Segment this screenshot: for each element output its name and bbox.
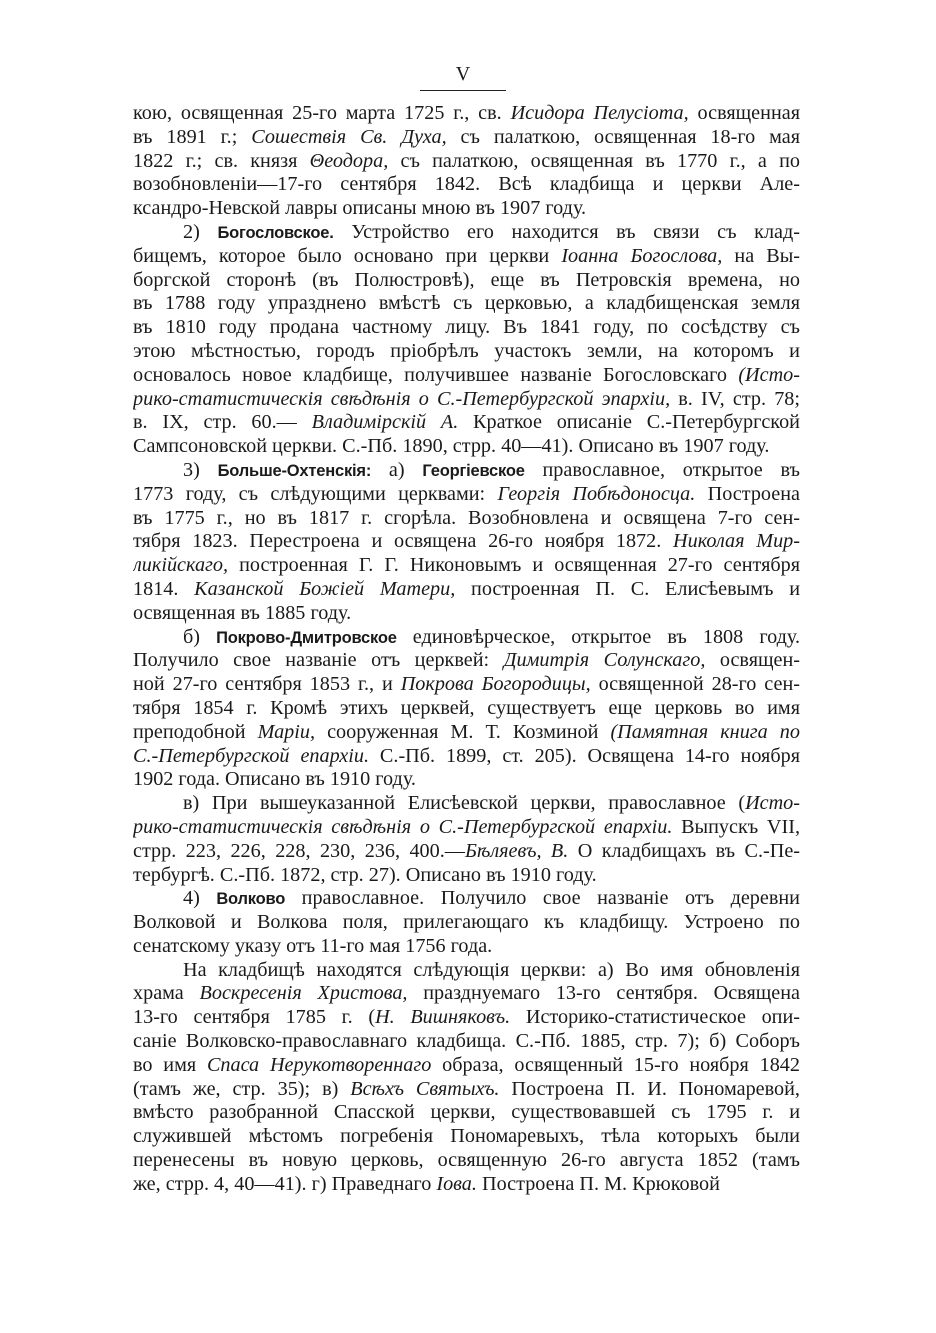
text-line [133, 602, 800, 626]
italic-text: Сошествія Св. Духа, [251, 125, 447, 148]
text-segment: во имя [133, 1053, 207, 1076]
text-line [133, 911, 800, 935]
italic-text: Бѣляевъ, В. [464, 839, 569, 862]
text-line [133, 697, 800, 721]
italic-text: Владимірскій А. [311, 411, 459, 434]
text-segment: 1902 года. Описано въ 1910 году. [133, 768, 416, 791]
italic-text: Спаса Нерукотвореннаго [206, 1053, 432, 1076]
italic-text: (Памятная книга по [610, 720, 800, 743]
italic-text: Іова. [436, 1172, 477, 1195]
text-segment: перенесены въ новую церковь, освященную 26-го августа 1852 (тамъ [133, 1149, 800, 1172]
paragraph-bogoslovskoe [133, 221, 800, 459]
text-segment: преподобной [133, 720, 258, 743]
text-line [133, 364, 800, 388]
text-segment: въ 1775 г., но въ 1817 г. сгорѣла. Возобновлена и освящена 7-го сен- [133, 506, 800, 529]
text-line [133, 673, 800, 697]
text-segment: въ 1891 г.; [133, 125, 252, 148]
text-line [133, 435, 800, 459]
text-segment: стрр. 223, 226, 228, 230, 236, 400.— [133, 839, 465, 862]
paragraph-pokrovo-dmitrovskoe [133, 626, 800, 793]
text-line [133, 1125, 800, 1149]
italic-text: Казанской Божіей Матери, [194, 577, 456, 600]
text-segment: Получило свое названіе отъ церквей: [133, 649, 504, 672]
text-segment: построенная Г. Г. Никоновымъ и освященная 27-го сентября [228, 554, 800, 577]
text-segment: ной 27-го сентября 1853 г., и [133, 673, 401, 696]
text-line [133, 269, 800, 293]
text-line [133, 745, 800, 769]
italic-text: Николая Мир- [673, 530, 800, 553]
text-line [133, 126, 800, 150]
text-segment: православное. Получило свое названіе отъ деревни [285, 887, 800, 910]
text-segment: Волковой и Волкова поля, прилегающаго къ кладбищу. Устроено по [133, 911, 800, 934]
text-line [133, 388, 800, 412]
italic-text: С.-Петербургской епархіи. [133, 744, 369, 767]
text-line [133, 1101, 800, 1125]
text-segment: служившей мѣстомъ погребенія Пономаревыхъ, тѣла которыхъ были [133, 1125, 800, 1148]
text-segment: бищемъ, которое было основано при церкви [133, 244, 562, 267]
text-segment: построенная П. С. Елисѣевымъ и [455, 577, 800, 600]
text-segment: Построена П. И. Пономаревой, [499, 1077, 800, 1100]
text-segment: этою мѣстностью, городъ пріобрѣлъ участокъ земли, на которомъ и [133, 339, 800, 362]
text-line [133, 1173, 800, 1197]
text-segment: б) [183, 625, 217, 648]
heading-term: Богословское. [217, 223, 334, 242]
text-segment: 2) [183, 220, 218, 243]
text-line [133, 102, 800, 126]
text-line [133, 292, 800, 316]
text-segment: (тамъ же, стр. 35); в) [133, 1077, 351, 1100]
text-segment: 3) [183, 458, 218, 481]
text-line [133, 1006, 800, 1030]
text-segment: храма [133, 982, 200, 1005]
text-segment: Сампсоновской церкви. С.-Пб. 1890, стрр. 40—41). Описано въ 1907 году. [133, 435, 770, 458]
text-line [133, 816, 800, 840]
text-segment: Краткое описаніе С.-Петербургской [458, 411, 800, 434]
text-segment: Устройство его находится въ связи съ клад- [333, 220, 800, 243]
heading-term: Георгіевское [422, 461, 525, 480]
text-line [133, 578, 800, 602]
italic-text: Воскресенія Христова, [199, 982, 408, 1005]
text-segment: С.-Пб. 1899, ст. 205). Освящена 14-го ноября [369, 744, 800, 767]
text-line [133, 1078, 800, 1102]
text-line [133, 459, 800, 483]
text-segment: въ 1788 году упразднено вмѣстѣ съ церковью, а кладбищенская земля [133, 292, 800, 315]
text-segment: 1773 году, съ слѣдующими церквами: [133, 482, 498, 505]
text-segment: православное, открытое въ [524, 458, 800, 481]
paragraph-volkovo [133, 887, 800, 958]
italic-text: (Исто- [738, 363, 800, 386]
text-segment: тября 1854 г. Кромѣ этихъ церквей, существуетъ еще церковь во имя [133, 696, 800, 719]
italic-text: Θеодора, [309, 149, 389, 172]
text-line [133, 792, 800, 816]
italic-text: ликійскаго, [133, 554, 229, 577]
text-line [133, 340, 800, 364]
text-segment: сенатскому указу отъ 11-го мая 1756 года. [133, 934, 493, 957]
text-segment: тября 1823. Перестроена и освящена 26-го ноября 1872. [133, 530, 674, 553]
text-segment: съ палаткою, освященная 18-го мая [446, 125, 800, 148]
text-segment: саніе Волковско-православнаго кладбища. С.-Пб. 1885, стр. 7); б) Соборъ [133, 1030, 800, 1053]
text-line [133, 887, 800, 911]
text-line [133, 1030, 800, 1054]
paragraph-bolshe-okhtenskiya [133, 459, 800, 626]
text-line [133, 530, 800, 554]
text-segment: в) При вышеуказанной Елисѣевской церкви, православное ( [183, 792, 746, 815]
text-segment: освященная въ 1885 году. [133, 601, 352, 624]
text-segment: О кладбищахъ въ С.-Пе- [568, 839, 800, 862]
text-segment: кою, освященная 25-го марта 1725 г., св. [133, 102, 511, 124]
heading-term: Волково [216, 890, 286, 909]
text-line [133, 197, 800, 221]
text-segment: в. IX, стр. 60.— [133, 411, 312, 434]
italic-text: рико-статистическія свѣдѣнія о С.-Петербургской епархіи. [133, 815, 673, 838]
text-segment: боргской сторонѣ (въ Полюстровѣ), еще въ Петровскія времена, но [133, 268, 800, 291]
italic-text: Всѣхъ Святыхъ. [350, 1077, 500, 1100]
text-segment: съ палаткою, освященная въ 1770 г., а по [388, 149, 800, 172]
text-segment: Построена П. М. Крюковой [476, 1172, 720, 1195]
text-line [133, 768, 800, 792]
italic-text: Исто- [745, 792, 800, 815]
heading-term: Покрово-Дмитровское [216, 628, 397, 647]
page-number-rule [420, 90, 506, 91]
text-line [133, 245, 800, 269]
text-segment: основалось новое кладбище, получившее названіе Богословскаго [133, 363, 739, 386]
text-segment: Выпускъ VII, [672, 815, 800, 838]
text-line [133, 483, 800, 507]
text-line [133, 864, 800, 888]
text-segment: 1814. [133, 577, 195, 600]
italic-text: Маріи, [257, 720, 316, 743]
body-text [133, 102, 800, 1197]
text-line [133, 1054, 800, 1078]
text-line [133, 935, 800, 959]
text-line [133, 173, 800, 197]
text-segment: Историко-статистическое опи- [510, 1006, 800, 1029]
text-segment: на Вы- [722, 244, 800, 267]
text-segment: освященная [688, 102, 800, 124]
paragraph-continuation [133, 102, 800, 221]
text-segment: празднуемаго 13-го сентября. Освящена [407, 982, 800, 1005]
text-line [133, 649, 800, 673]
text-line [133, 959, 800, 983]
italic-text: Іоанна Богослова, [561, 244, 723, 267]
text-line [133, 982, 800, 1006]
text-segment: ксандро-Невской лавры описаны мною въ 1907 году. [133, 197, 587, 220]
text-line [133, 221, 800, 245]
text-line [133, 626, 800, 650]
text-segment: образа, освященный 15-го ноября 1842 [431, 1053, 800, 1076]
text-line [133, 150, 800, 174]
paragraph-cerkvi [133, 959, 800, 1197]
text-segment: 13-го сентября 1785 г. ( [133, 1006, 376, 1029]
text-segment: сооруженная М. Т. Козминой [315, 720, 611, 743]
text-segment: а) [371, 458, 423, 481]
text-line [133, 507, 800, 531]
text-segment: вмѣсто разобранной Спасской церкви, существовавшей съ 1795 г. и [133, 1101, 800, 1124]
text-segment: единовѣрческое, открытое въ 1808 году. [396, 625, 800, 648]
text-segment: освящен- [705, 649, 800, 672]
text-line [133, 411, 800, 435]
text-segment: в. IV, стр. 78; [670, 387, 800, 410]
italic-text: Покрова Богородицы, [400, 673, 591, 696]
text-line [133, 840, 800, 864]
text-segment: тербургѣ. С.-Пб. 1872, стр. 27). Описано въ 1910 году. [133, 863, 597, 886]
italic-text: Георгія Побѣдоносца. [497, 482, 696, 505]
italic-text: рико-статистическія свѣдѣнія о С.-Петербургской эпархіи, [133, 387, 671, 410]
italic-text: Н. Вишняковъ. [375, 1006, 511, 1029]
text-segment: 1822 г.; св. князя [133, 149, 310, 172]
text-segment: 4) [183, 887, 217, 910]
text-line [133, 1149, 800, 1173]
text-segment: На кладбищѣ находятся слѣдующія церкви: а) Во имя обновленія [183, 958, 800, 981]
paragraph-elisееvskaya [133, 792, 800, 887]
text-line [133, 554, 800, 578]
italic-text: Исидора Пелусіота, [510, 102, 689, 124]
italic-text: Димитрія Солунскаго, [503, 649, 706, 672]
text-line [133, 316, 800, 340]
text-segment: же, стрр. 4, 40—41). г) Праведнаго [133, 1172, 437, 1195]
page-number: V [455, 63, 471, 85]
text-line [133, 721, 800, 745]
text-segment: возобновленіи—17-го сентября 1842. Всѣ кладбища и церкви Але- [133, 173, 800, 196]
text-segment: въ 1810 году продана частному лицу. Въ 1841 году, по сосѣдству съ [133, 316, 800, 339]
heading-term: Больше-Охтенскія: [217, 461, 372, 480]
text-segment: освященной 28-го сен- [590, 673, 800, 696]
text-segment: Построена [695, 482, 800, 505]
